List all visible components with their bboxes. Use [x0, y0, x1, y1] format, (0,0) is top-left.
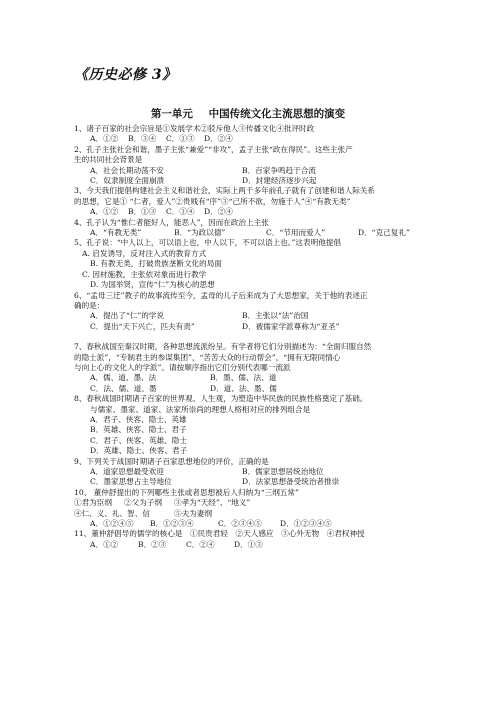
- question-3-options: [74, 207, 438, 217]
- item-4: ④仁、义、礼、智、信: [74, 508, 150, 518]
- item-3: ③孝为“天经”、“地义”: [174, 498, 251, 508]
- option-c: C. 因材施教，主张依对象而进行教学: [82, 269, 207, 279]
- option-b: B．百家争鸣趋于合流: [242, 165, 316, 175]
- option-b: B．①②③④: [150, 519, 194, 529]
- item-2: ②父为子纲: [124, 498, 162, 508]
- option-a: A．①②: [90, 539, 119, 549]
- option-d: D．英雄、隐士、侠客、君子: [90, 446, 188, 456]
- question-7-stem-line3: 与向上心的文化人的学派”。请按顺序指出它们分别代表哪一流派: [74, 362, 291, 372]
- question-10-stem: 10、 董仲舒提出的下列哪些主张或者思想被后人归纳为“三纲五常”: [74, 487, 299, 497]
- question-5-stem: 5、孔子说：“中人以上，可以语上也，中人以下，不可以语上也。”这表明他提倡: [74, 238, 341, 248]
- option-a: A．提出了“仁”的学说: [90, 311, 164, 321]
- question-4-stem: 4、孔子认为“惟仁者能好人，能恶人”，因而在政治上主张: [74, 217, 269, 227]
- option-a: A．①②④⑤: [90, 519, 134, 529]
- item-5: ⑤夫为妻纲: [174, 508, 212, 518]
- question-9-options: [74, 467, 438, 488]
- option-a: A．①②: [90, 134, 119, 144]
- question-11-stem: 11、董仲舒倡导的儒学的核心是 ①民贵君轻 ②天人感应 ③心外无物 ④君权神授: [74, 529, 365, 539]
- unit-name: 中国传统文化主流思想的演变: [208, 108, 346, 120]
- book-title: 《历史必修 3》: [74, 67, 177, 83]
- option-a: A. 启发诱导，反对注入式的教育方式: [82, 248, 207, 258]
- question-10-options: [74, 519, 438, 529]
- question-3-stem-line1: 3、今天我们提倡构建社会主义和谐社会，实际上两千多年前孔子就有了创建和谐人际关系: [74, 186, 375, 196]
- question-6-stem-line1: 6、“孟母三迁”教子的故事流传至今，孟母的儿子后来成为了大思想家，关于他的表述正: [74, 290, 368, 300]
- option-c: C．法、儒、道、墨: [90, 383, 157, 393]
- option-d: D．被儒家学派尊称为“亚圣”: [242, 321, 340, 331]
- question-9-stem: 9、下列关于战国时期诸子百家思想地位的评价，正确的是: [74, 456, 269, 466]
- option-d: D．封建经济逐步兴起: [242, 176, 317, 186]
- item-1: ①君为臣纲: [74, 498, 112, 508]
- option-d: D．①②③④⑤: [280, 519, 332, 529]
- option-c: C．“节用而爱人”: [266, 228, 326, 238]
- option-c: C．①③: [166, 134, 195, 144]
- question-2-stem-line2: 生的共同社会背景是: [74, 155, 143, 165]
- question-7-stem-line1: 7、春秋战国至秦汉时期，各种思想流派纷呈。有学者将它们分别描述为：“全面归服自然: [74, 342, 372, 352]
- question-7-stem-line2: 的隐士派”，“专制君主的参谋集团”，“苦苦大众的行动帮会”，“拥有无限同情心: [74, 352, 341, 362]
- option-d: D．法家思想备受统治者推崇: [242, 477, 340, 487]
- option-c: C．②③④⑤: [218, 519, 262, 529]
- option-a: A．社会长期动荡不安: [90, 165, 164, 175]
- question-8-stem-line1: 8、春秋战国时期诸子百家的世界观、人生观，为塑造中华民族的民族性格奠定了基础。: [74, 394, 368, 404]
- question-8-stem-line2: 与儒家、墨家、道家、法家所崇尚的理想人格相对应的排列组合是: [90, 404, 311, 414]
- question-7-options: [74, 373, 438, 394]
- option-a: A．“有教无类”: [90, 228, 142, 238]
- option-a: A．君子、侠客、隐士、英雄: [90, 414, 187, 424]
- option-b: B．①③: [128, 207, 157, 217]
- option-d: D．②④: [204, 207, 233, 217]
- question-4-options: [74, 228, 438, 238]
- option-a: A．道家思想最受欢迎: [90, 467, 164, 476]
- question-6-options: [74, 311, 438, 332]
- option-d: D．道、法、墨、儒: [210, 383, 277, 393]
- question-1-stem: 1、诸子百家的社会宗旨是①发展学术②驳斥他人③传播文化④批评时政: [74, 124, 315, 133]
- question-11-options: [74, 540, 438, 550]
- option-c: C．①④: [166, 207, 195, 217]
- option-d: D．②④: [204, 134, 233, 144]
- option-c: C．奴隶制度全面崩溃: [90, 176, 165, 186]
- question-6-stem-line2: 确的是：: [74, 300, 105, 310]
- option-a: A．①②: [90, 207, 119, 217]
- option-b: B．儒家思想居统治地位: [242, 467, 324, 476]
- option-b: B．英雄、侠客、隐士、君子: [90, 425, 187, 435]
- question-2-stem-line1: 2、孔子主张社会和谐，墨子主张“兼爱”“非攻”，孟子主张“政在得民”。这些主张产: [74, 144, 353, 154]
- option-a: A．儒、道、墨、法: [90, 373, 157, 383]
- option-d: D. 为国举贤，宣传“仁”为核心的思想: [90, 280, 215, 290]
- option-b: B．“为政以德”: [174, 228, 226, 238]
- option-b: B. 有教无类，打破贵族垄断文化的局面: [90, 259, 222, 269]
- option-c: C．君子、侠客、英雄、隐士: [90, 435, 187, 445]
- option-b: B．主张以“法”治国: [242, 311, 309, 321]
- option-d: D．“克己复礼”: [358, 228, 410, 238]
- option-c: C．墨家思想占主导地位: [90, 477, 172, 487]
- option-c: C．提出“天下兴亡，匹夫有责”: [90, 321, 195, 331]
- option-b: B．②③: [138, 539, 167, 549]
- option-b: B．墨、儒、法、道: [210, 373, 277, 383]
- unit-title: [0, 106, 496, 121]
- question-1-options: [74, 134, 438, 144]
- question-10-items-row2: [74, 509, 438, 519]
- question-list: [74, 124, 438, 550]
- question-10-items-row1: [74, 498, 438, 508]
- question-2-options: [74, 166, 438, 187]
- option-c: C．②④: [186, 539, 215, 549]
- option-b: B．③④: [128, 134, 157, 144]
- unit-number: 第一单元: [150, 108, 193, 120]
- option-d: D．①③: [234, 539, 263, 549]
- question-3-stem-line2: 的思想，它是① “仁者，爱人”②贵贱有“序”③“己所不欲，勿施于人”④“有教无类”: [74, 196, 351, 206]
